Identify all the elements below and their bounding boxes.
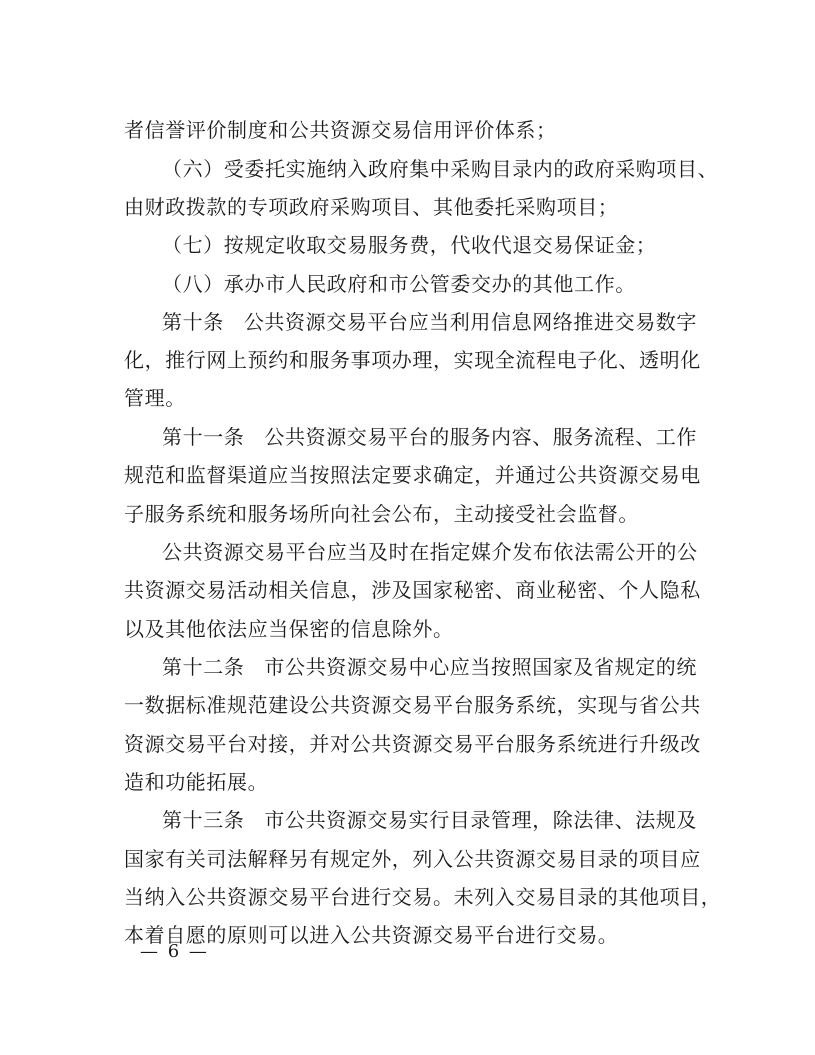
text-line: 共资源交易活动相关信息，涉及国家秘密、商业秘密、个人隐私 — [124, 578, 701, 602]
text-line: （七）按规定收取交易服务费，代收代退交易保证金； — [162, 233, 657, 257]
text-line: 公共资源交易平台应当及时在指定媒介发布依法需公开的公 — [162, 540, 698, 564]
article-number: 第十三条 — [162, 808, 245, 832]
text-line: 国家有关司法解释另有规定外，列入公共资源交易目录的项目应 — [124, 847, 701, 871]
text-line: 以及其他依法应当保密的信息除外。 — [124, 617, 454, 641]
text-line: 者信誉评价制度和公共资源交易信用评价体系； — [124, 118, 557, 142]
text-line: 资源交易平台对接，并对公共资源交易平台服务系统进行升级改 — [124, 732, 701, 756]
text-line: 子服务系统和服务场所向社会公布，主动接受社会监督。 — [124, 502, 639, 526]
text-line: 规范和监督渠道应当按照法定要求确定，并通过公共资源交易电 — [124, 463, 701, 487]
article-heading-line: 第十三条 市公共资源交易实行目录管理，除法律、法规及 — [162, 808, 698, 832]
text-line: 当纳入公共资源交易平台进行交易。未列入交易目录的其他项目， — [124, 885, 722, 909]
page-number: — 6 — — [140, 941, 209, 962]
article-number: 第十二条 — [162, 655, 245, 679]
text-line: 管理。 — [124, 386, 186, 410]
article-heading-line: 第十一条 公共资源交易平台的服务内容、服务流程、工作 — [162, 425, 698, 449]
text-line: 化，推行网上预约和服务事项办理，实现全流程电子化、透明化 — [124, 348, 701, 372]
text-line: （六）受委托实施纳入政府集中采购目录内的政府采购项目、 — [162, 157, 719, 181]
text-line: 由财政拨款的专项政府采购项目、其他委托采购项目； — [124, 195, 619, 219]
text-line: （八）承办市人民政府和市公管委交办的其他工作。 — [162, 272, 636, 296]
text-line: 一数据标准规范建设公共资源交易平台服务系统，实现与省公共 — [124, 693, 701, 717]
article-heading-line: 第十条 公共资源交易平台应当利用信息网络推进交易数字 — [162, 310, 698, 334]
text-line: 本着自愿的原则可以进入公共资源交易平台进行交易。 — [124, 923, 619, 947]
article-heading-line: 第十二条 市公共资源交易中心应当按照国家及省规定的统 — [162, 655, 698, 679]
article-number: 第十条 — [162, 310, 224, 334]
article-number: 第十一条 — [162, 425, 245, 449]
text-line: 造和功能拓展。 — [124, 770, 269, 794]
